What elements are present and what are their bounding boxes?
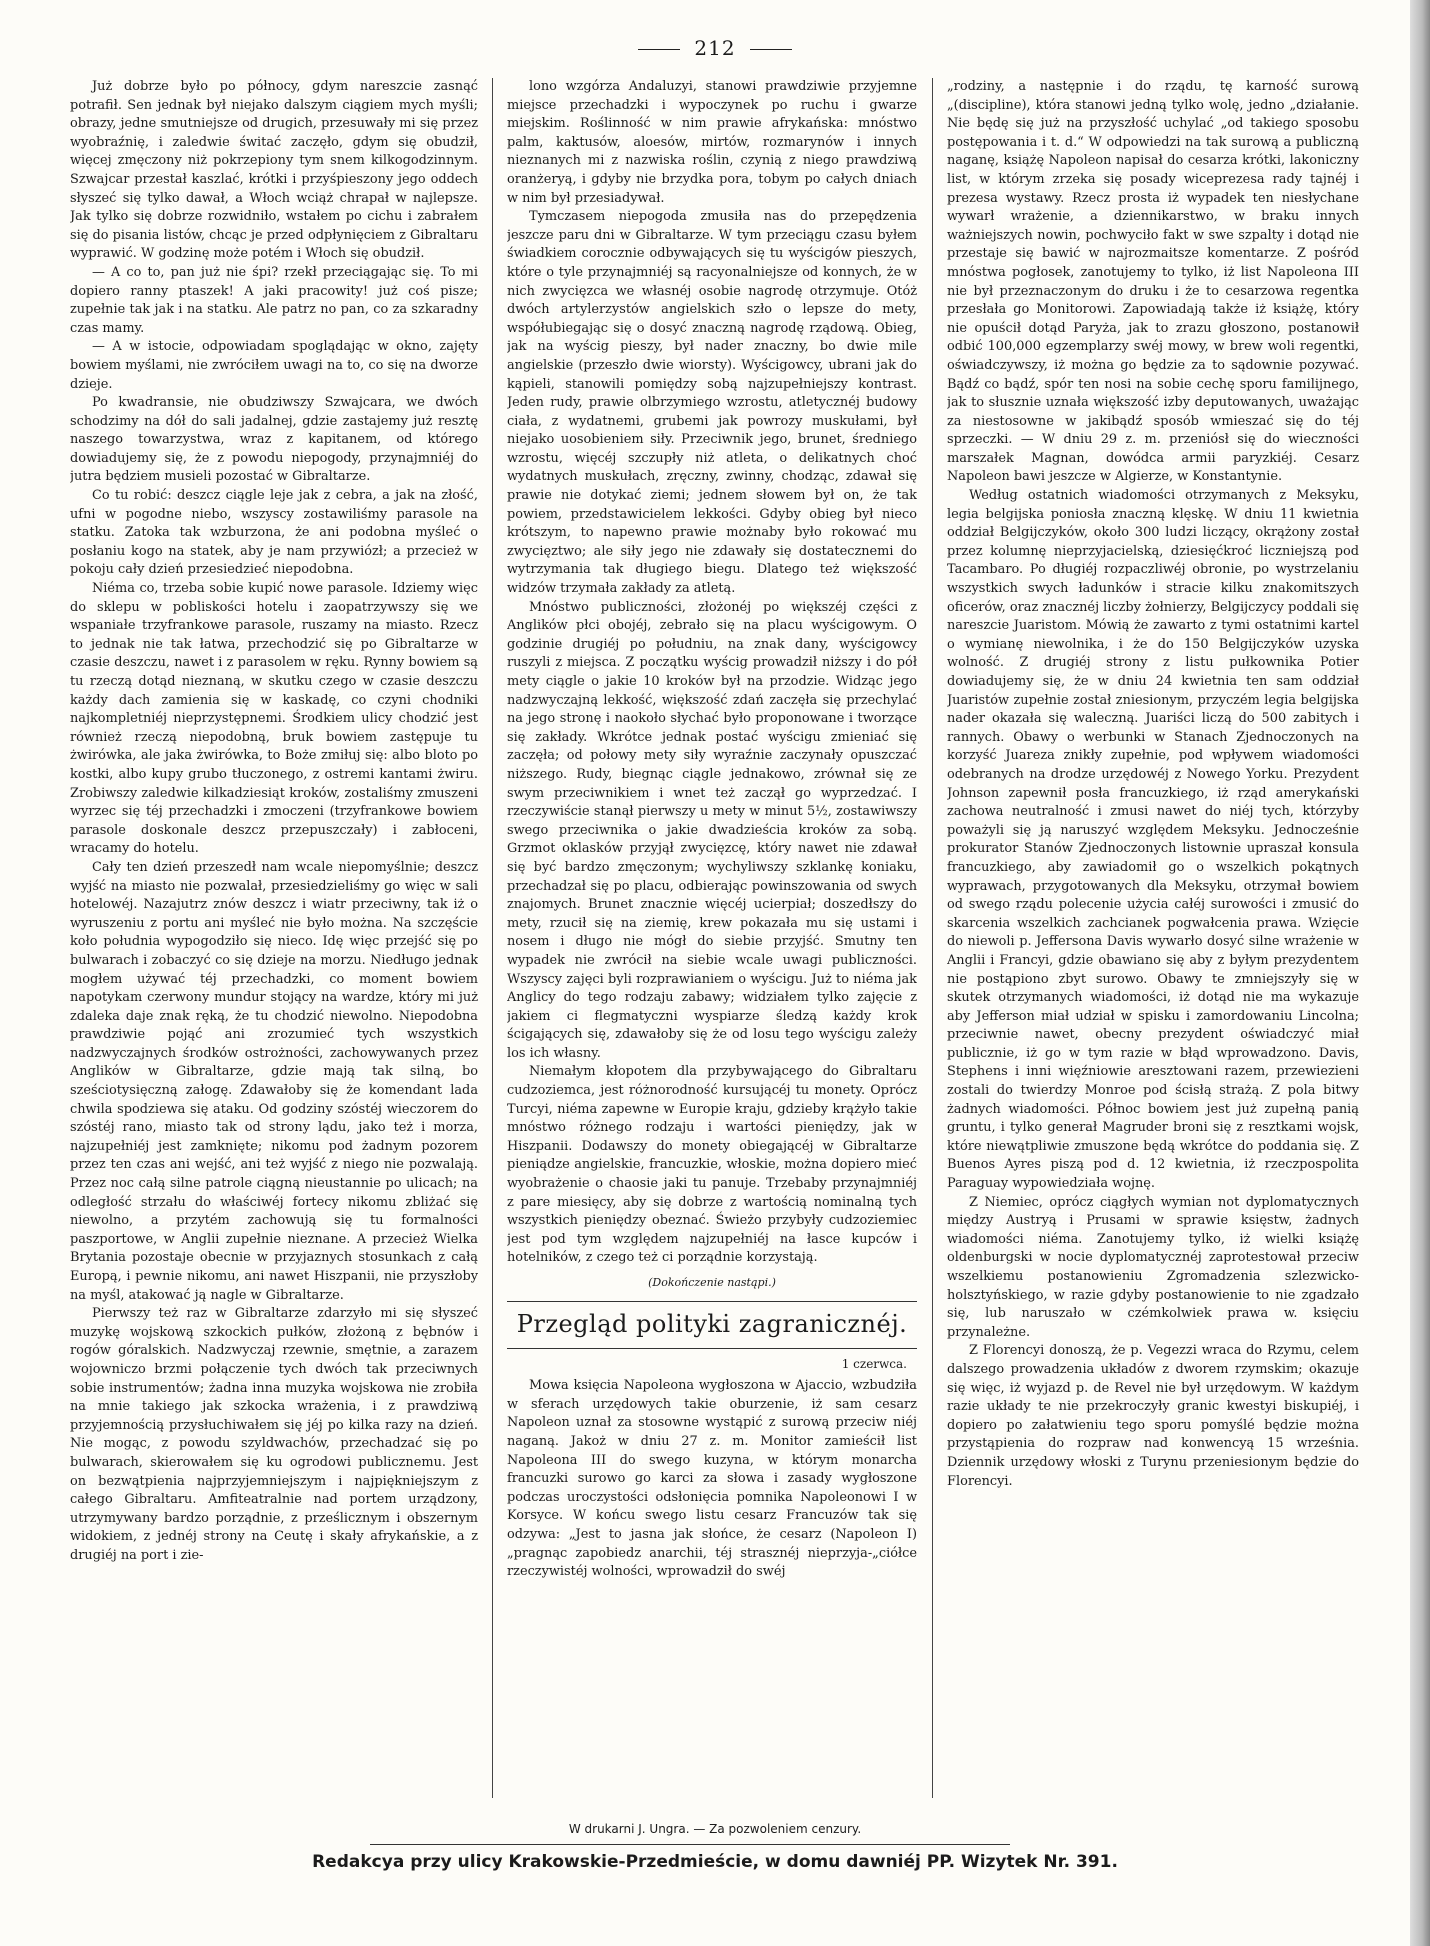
column-3 xyxy=(947,78,1359,1818)
section-divider xyxy=(507,1348,917,1349)
column-1 xyxy=(70,78,478,1818)
paragraph: Co tu robić: deszcz ciągle leje jak z cebra, a jak na złość, ufni w pogodne niebo, wszyscy zostawiliśmy parasole na statku. Zatoka tak wzburzona, że ani podobna myśleć o posłaniu kogo na statek, aby je nam przywiózł; a przecież w pokoju cały dzień przesiedzieć niepodobna. xyxy=(70,488,478,578)
editorial-address: Redakcya przy ulicy Krakowskie-Przedmieście, w domu dawniéj PP. Wizytek Nr. 391. xyxy=(312,1852,1118,1872)
paragraph: Z Niemiec, oprócz ciągłych wymian not dyplomatycznych między Austryą i Prusami w sprawie księstw, żadnych wiadomości niéma. Zanotujemy tylko, iż wielki książę oldenburgski w nocie dyplomatycznéj zaprotestował przeciw wszelkiemu postanowieniu Zgromadzenia szlezwicko-holsztyńskiego, w razie gdyby postanowienie to nie zgadzało się, lub naruszało w czémkolwiek prawa w. księciu przynależne. xyxy=(947,1194,1359,1340)
paragraph: Mowa księcia Napoleona wygłoszona w Ajaccio, wzbudziła w sferach urzędowych takie oburzenie, iż sam cesarz Napoleon uznał za stosowne wystąpić z surową przeciw niéj naganą. Jakoż w dniu 27 z. m. Monitor zamieścił list Napoleona III do swego kuzyna, w którym monarcha francuzki surowo go karci za słowa i zasady wygłoszone podczas uroczystości odsłonięcia pomnika Napoleonowi I w Korsyce. W końcu swego listu cesarz Francuzów tak się odzywa: „Jest to jasna jak słońce, że cesarz (Napoleon I) „pragnąc zapobiedz anarchii, téj strasznéj nieprzyja-„ciółce rzeczywistéj wolności, wprowadził do swéj xyxy=(507,1378,917,1580)
continuation-note: (Dokończenie nastąpi.) xyxy=(648,1276,776,1289)
paragraph: Po kwadransie, nie obudziwszy Szwajcara, we dwóch schodzimy na dół do sali jadalnej, gdzie zastajemy już resztę naszego towarzystwa, wraz z kapitanem, od którego dowiadujemy się, że z powodu niepogody, przynajmniéj do jutra będziem musieli pozostać w Gibraltarze. xyxy=(70,395,478,485)
column-divider xyxy=(492,78,493,1798)
page-number: 212 xyxy=(70,36,1360,60)
section-divider xyxy=(507,1301,917,1302)
paragraph: „rodziny, a następnie i do rządu, tę karność surową „(discipline), która stanowi jedną tylko wolę, jedno „działanie. Nie będę się już na przyszłość uchylać „od takiego sposobu postępowania i t. d.“ W odpowiedzi na tak surową a publiczną naganę, książę Napoleon napisał do cesarza krótki, lakoniczny list, w którym zrzeka się posady wiceprezesa rady tajnéj i prezesa wystawy. Rzecz prosta iż wypadek ten niesłychane wywarł wrażenie, a dziennikarstwo, w braku innych ważniejszych nowin, pochwyciło fakt w swe szpalty i dotąd nie przestaje się bawić w najrozmaitsze komentarze. Z pośród mnóstwa pogłosek, zanotujemy to tylko, iż list Napoleona III nie był przeznaczonym do druku i że to cesarzowa regentka przesłała go Monitorowi. Zapowiadają także iż książę, który nie opuścił dotąd Paryża, jak to zrazu głoszono, postanowił odbić 100,000 egzemplarzy swéj mowy, w brew woli regentki, oświadczywszy, iż można go będzie za to sądownie pozywać. Bądź co bądź, spór ten nosi na sobie cechę sporu familijnego, jak to słusznie uznała większość izby deputowanych, uważając za niestosowne w jakibądź sposób wmieszać się do téj sprzeczki. — W dniu 29 z. m. przeniósł się do wieczności marszałek Magnan, dowódca armii paryzkiéj. Cesarz Napoleon bawi jeszcze w Algierze, w Konstantynie. xyxy=(947,79,1359,485)
paragraph: Już dobrze było po północy, gdym nareszcie zasnąć potrafił. Sen jednak był niejako dalszym ciągiem mych myśli; obrazy, jedne smutniejsze od drugich, przesuwały mi się przez wyobraźnię, i zaledwie świtać zaczęło, gdym się obudził, więcej zmęczony niż pokrzepiony tym snem kilkogodzinnym. Szwajcar przestał kaszlać, krótki i przyśpieszony jego oddech słyszeć się tylko dawał, a Włoch wciąż chrapał w najlepsze. Jak tylko się dobrze rozwidniło, wstałem po cichu i zabrałem się do pisania listów, chcąc je przed odpłynięciem z Gibraltaru wyprawić. W godzinę może potém i Włoch się obudził. xyxy=(70,79,478,262)
paragraph: — A w istocie, odpowiadam spoglądając w okno, zajęty bowiem myślami, nie zwróciłem uwagi na to, co się na dworze dzieje. xyxy=(70,339,478,392)
paragraph: Niemałym kłopotem dla przybywającego do Gibraltaru cudzoziemca, jest różnorodność kursującéj tu monety. Oprócz Turcyi, niéma zapewne w Europie kraju, gdzieby krążyło takie mnóstwo różnego rodzaju i wartości pieniędzy, jak w Hiszpanii. Dodawszy do monety obiegającéj w Gibraltarze pieniądze angielskie, francuzkie, włoskie, można dopiero mieć wyobrażenie o chaosie jaki tu panuje. Trzebaby przynajmniéj z pare miesięcy, aby się dobrze z wartością nominalną tych wszystkich pieniędzy obeznać. Świeżo przybyły cudzoziemiec jest pod tym względem najzupełniéj na łasce kupców i hotelników, z czego też ci porządnie korzystają. xyxy=(507,1064,917,1266)
section-date: 1 czerwca. xyxy=(841,1356,907,1371)
footer-divider xyxy=(370,1844,1010,1845)
paragraph: Cały ten dzień przeszedł nam wcale niepomyślnie; deszcz wyjść na miasto nie pozwalał, przesiedzieliśmy go więc w sali hotelowéj. Nazajutrz znów deszcz i wiatr przeciwny, tak iż o wyruszeniu z portu ani myśleć nie było można. Na szczęście koło południa wypogodziło się nieco. Idę więc przejść się po bulwarach i zobaczyć co się dzieje na morzu. Niedługo jednak mogłem używać téj przechadzki, co moment bowiem napotykam czerwony mundur stojący na wardze, który mi już zdaleka daje znak ręką, że tu chodzić niewolno. Niepodobna prawdziwie pojąć ani zrozumieć tych wszystkich nadzwyczajnych środków ostrożności, zachowywanych przez Anglików w Gibraltarze, gdzie mają tak silną, bo sześciotysięczną załogę. Zdawałoby się że komendant lada chwila spodziewa się ataku. Od godziny szóstéj wieczorem do szóstéj rano, miasto tak od strony lądu, jako też i morza, najzupełniéj jest zamknięte; nikomu pod żadnym pozorem przez ten czas ani wejść, ani też wyjść z niego nie pozwalają. Przez noc całą silne patrole ciągną nieustannie po ulicach; na odległość strzału do właściwéj fortecy nikomu zbliżać się niewolno, a przytém zachowują się tu formalności paszportowe, w Anglii zupełnie nieznane. A przecież Wielka Brytania pozostaje obecnie w przyjaznych stosunkach z całą Europą, i pewnie nikomu, ani nawet Hiszpanii, nie przyszłoby na myśl, atakować ją nagle w Gibraltarze. xyxy=(70,859,478,1303)
column-divider xyxy=(932,78,933,1798)
section-title: Przegląd polityki zagranicznéj. xyxy=(516,1309,908,1338)
paragraph: Według ostatnich wiadomości otrzymanych z Meksyku, legia belgijska poniosła znaczną klęskę. W dniu 11 kwietnia oddział Belgijczyków, około 300 ludzi liczący, okrążony został przez kolumnę nieprzyjacielską, dziesięćkroć liczniejszą pod Tacambaro. Po długiéj rozpaczliwéj obronie, po wystrzelaniu wszystkich swych ładunków i stracie kilku znakomitszych oficerów, oraz znacznéj liczby żołnierzy, Belgijczycy poddali się nareszcie Juaristom. Mówią że zawarto z tymi ostatnimi kartel o wymianę niewolnika, i że do 150 Belgijczyków uzyska wolność. Z drugiéj strony z listu pułkownika Potier dowiadujemy się, że w dniu 24 kwietnia ten sam oddział Juaristów zupełnie został zniesionym, przyczém legia belgijska nader okazała się waleczną. Juariści liczą do 500 zabitych i rannych. Obawy o werbunki w Stanach Zjednoczonych na korzyść Juareza znikły zupełnie, pod wpływem wiadomości odebranych na drodze urzędowéj z Nowego Yorku. Prezydent Johnson zapewnił posła francuzkiego, iż rząd amerykański zachowa neutralność i zmusi nawet do niéj tych, którzyby poważyli się ją naruszyć względem Meksyku. Jednocześnie prokurator Stanów Zjednoczonych listownie upraszał konsula francuzkiego, aby zawiadomił go o wszelkich pokątnych wyprawach, przygotowanych dla Meksyku, otrzymał bowiem od swego rządu polecenie użycia całéj surowości i zmusić do skarcenia wszelkich zachcianek pogwałcenia prawa. Wzięcie do niewoli p. Jeffersona Davis wywarło dosyć silne wrażenie w Anglii i Francyi, gdzie obawiano się aby z byłym prezydentem nie postąpiono zbyt surowo. Obawy te zmniejszyły się w skutek otrzymanych wiadomości, iż dotąd nie ma wykazuje aby Jefferson miał udział w spisku i zamordowaniu Lincolna; przeciwnie nawet, obecny prezydent oświadczyć miał publicznie, iż go w tym razie w błąd wprowadzono. Davis, Stephens i inni więźniowie aresztowani razem, przewiezieni zostali do twierdzy Monroe pod ścisłą strażą. Z pola bitwy żadnych wiadomości. Północ bowiem jest już zupełną panią gruntu, i tylko generał Magruder broni się z resztkami wojsk, które niewątpliwie zmuszone będą wkrótce do poddania się. Z Buenos Ayres piszą pod d. 12 kwietnia, iż rzeczpospolita Paraguay wypowiedziała wojnę. xyxy=(947,488,1359,1192)
paragraph: Niéma co, trzeba sobie kupić nowe parasole. Idziemy więc do sklepu w pobliskości hotelu i zaopatrzywszy się we wspaniałe trzyfrankowe parasole, ruszamy na miasto. Rzecz to jednak nie tak łatwa, przechodzić się po Gibraltarze w czasie deszczu, nawet i z parasolem w ręku. Rynny bowiem są tu rzeczą dotąd nieznaną, w skutku czego w czasie deszczu każdy dach zamienia się w kaskadę, co czyni chodniki najkompletniéj nieprzystępnemi. Środkiem ulicy chodzić jest również rzeczą niepodobną, bruk bowiem zastępuje tu żwirówka, ale jaka żwirówka, to Boże zmiłuj się: albo bloto po kostki, albo kupy grubo tłuczonego, z ostremi kantami żwiru. Zrobiwszy zaledwie kilkadziesiąt kroków, zostaliśmy zmuszeni wyrzec się téj przechadzki i zmoczeni (trzyfrankowe bowiem parasole doskonale deszcz przepuszczały) i zabłoceni, wracamy do hotelu. xyxy=(70,581,478,857)
paragraph: Mnóstwo publiczności, złożonéj po większéj części z Anglików płci obojéj, zebrało się na placu wyścigowym. O godzinie drugiéj po południu, na znak dany, wyścigowcy ruszyli z miejsca. Z początku wyścig prowadził niższy i do pół mety ciągle o jakie 10 kroków był na przodzie. Widząc jego nadzwyczajną lekkość, większość zdań zaczęła się przechylać na jego stronę i naokoło słychać było proponowane i tworzące się zakłady. Wkrótce jednak postać wyścigu zmieniać się zaczęła; od połowy mety siły wyraźnie zaczynały opuszczać niższego. Rudy, biegnąc ciągle jednakowo, zrównał się ze swym przeciwnikiem i wnet też zaczął go wyprzedzać. I rzeczywiście stanął pierwszy u mety w minut 5½, zostawiwszy swego przeciwnika o jakie dwadzieścia kroków za sobą. Grzmot oklasków przyjął zwycięzcę, który nawet nie zdawał się być bardzo zmęczonym; wychyliwszy szklankę koniaku, przechadzał się po placu, odbierając powinszowania od swych znajomych. Brunet znacznie więcéj ucierpiał; doszedłszy do mety, rzucił się na ziemię, krew pokazała mu się ustami i nosem i długo nie mógł do siebie przyjść. Smutny ten wypadek nie zwrócił na siebie wcale uwagi publiczności. Wszyscy zajęci byli rozprawianiem o wyścigu. Już to niéma jak Anglicy do tego rodzaju zabawy; widziałem tylko zajęcie z jakiem ci flegmatyczni wyspiarze śledzą każdy krok ścigających się, zdawałoby się że od losu tego wyścigu zależy los ich własny. xyxy=(507,599,917,1061)
paragraph: — A co to, pan już nie śpi? rzekł przeciągając się. To mi dopiero ranny ptaszek! A jaki pracowity! już coś pisze; zupełnie tak jak i na statku. Ale patrz no pan, co za szkaradny czas mamy. xyxy=(70,264,478,336)
paragraph: Tymczasem niepogoda zmusiła nas do przepędzenia jeszcze paru dni w Gibraltarze. W tym przeciągu czasu byłem świadkiem corocznie odbywających się tu wyścigów pieszych, które o tyle przynajmniéj są racyonalniejsze od konnych, że w nich zwycięzca we własnéj osobie nagrodę otrzymuje. Otóż dwóch artylerzystów angielskich szło o lepsze do mety, współubiegając się o dosyć znaczną nagrodę rządową. Obieg, jak na wyścig pieszy, był nader znaczny, bo dwie mile angielskie (przeszło dwie wiorsty). Wyścigowcy, ubrani jak do kąpieli, stanowili pomiędzy sobą najzupełniejszy kontrast. Jeden rudy, prawie olbrzymiego wzrostu, atletycznéj budowy ciała, z wydatnemi, grubemi jak powrozy muskułami, był niejako uosobieniem siły. Przeciwnik jego, brunet, średniego wzrostu, więcéj szczupły niż atleta, o delikatnych choć wydatnych muskułach, zręczny, zwinny, chodząc, zdawał się prawie nie dotykać ziemi; jednem słowem był on, że tak powiem, przedstawicielem lekkości. Gdyby obieg był nieco krótszym, to napewno prawie możnaby było rokować mu zwycięztwo; ale siły jego nie zdawały się dostatecznemi do wytrzymania tak długiego biegu. Dlatego też większość widzów trzymała zakłady za atletą. xyxy=(507,209,917,597)
paragraph: Pierwszy też raz w Gibraltarze zdarzyło mi się słyszeć muzykę wojskową szkockich pułków, złożoną z bębnów i rogów góralskich. Nadzwyczaj rzewnie, smętnie, a zarazem wojowniczo brzmi połączenie tych dwóch tak przeciwnych sobie instrumentów; żadna inna muzyka wojskowa nie zrobiła na mnie takiego jak szkocka wrażenia, i z prawdziwą przyjemnością przysłuchiwałem się jéj po kilka razy na dzień. Nie mogąc, z powodu szyldwachów, przechadzać się po bulwarach, skierowałem się ku ogrodowi publicznemu. Jest on bezwątpienia najprzyjemniejszym i najpiękniejszym z całego Gibraltaru. Amfiteatralnie nad portem urządzony, utrzymywany bardzo porządnie, z prześlicznym i obszernym widokiem, z jednéj strony na Ceutę i skały afrykańskie, a z drugiéj na port i zie- xyxy=(70,1306,478,1563)
newspaper-page xyxy=(70,22,1360,1932)
printer-line: W drukarni J. Ungra. — Za pozwoleniem cenzury. xyxy=(568,1822,862,1836)
adjacent-page-edge xyxy=(1410,0,1430,1946)
column-2 xyxy=(507,78,917,1818)
paragraph: Z Florencyi donoszą, że p. Vegezzi wraca do Rzymu, celem dalszego prowadzenia układów z dworem rzymskim; okazuje się więc, iż wyjazd p. de Revel nie był urzędowym. W każdym razie układy te nie przekroczyły granic kwestyi biskupiéj, i dopiero po załatwieniu tego sporu pomyślé będzie można przystąpienia do rozpraw nad konwencyą 15 września. Dziennik urzędowy włoski z Turynu przeniesionym będzie do Florencyi. xyxy=(947,1343,1359,1489)
paragraph: lono wzgórza Andaluzyi, stanowi prawdziwie przyjemne miejsce przechadzki i wypoczynek po ruchu i gwarze miejskim. Roślinność w nim prawie afrykańska: mnóstwo palm, kaktusów, aloesów, mirtów, rozmarynów i innych nieznanych mi z nazwiska roślin, czynią z niego prawdziwą oranżeryą, i gdyby nie brzydka pora, tobym po całych dniach w nim był przesiadywał. xyxy=(507,79,917,206)
